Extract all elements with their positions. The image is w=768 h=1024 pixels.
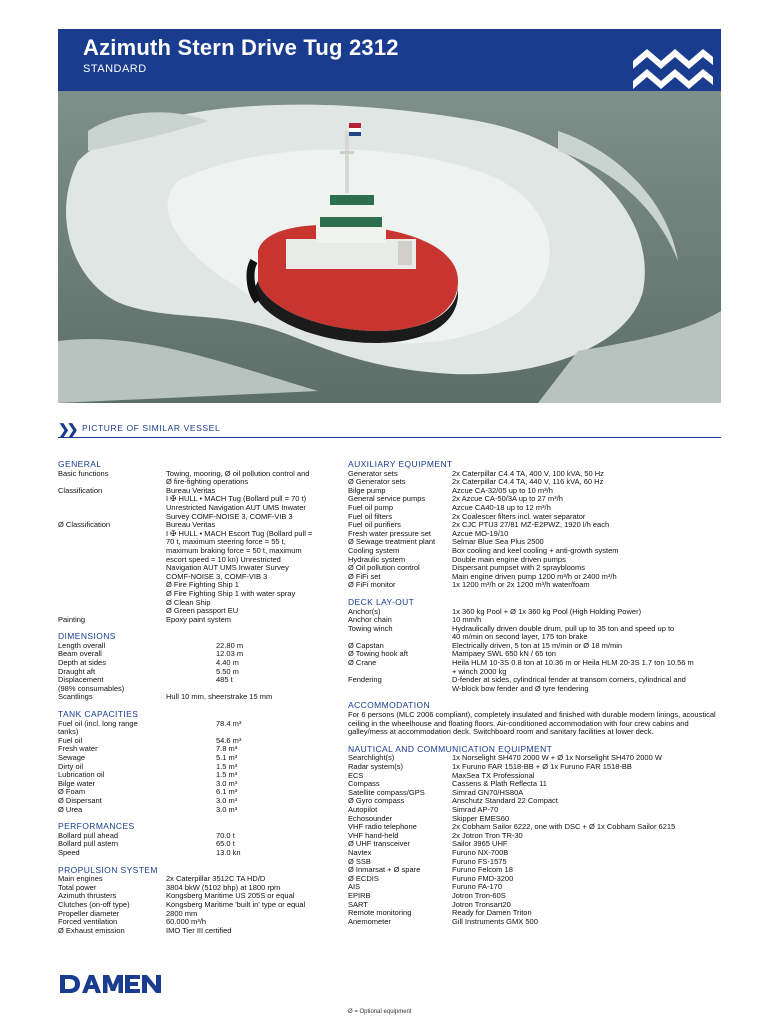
spec-value: Kongsberg Maritime US 205S or equal (166, 891, 295, 901)
spec-value: Simrad AP-70 (452, 804, 499, 814)
spec-row (58, 745, 343, 754)
vessel-photo (58, 91, 721, 403)
spec-value: 2x Cobham Sailor 6222, one with DSC + Ø 1x Cobham Sailor 6215 (452, 822, 676, 832)
spec-label (58, 504, 166, 513)
section-paragraph: For 6 persons (MLC 2006 compliant), completely insulated and finished with durable modern linings, acoustical ceiling in the wheelhouse and floating floors. Air-conditioned accommodation with four crew cabins and galley/mess at accommodation deck. Switchboard room and sanitary facilities at lower deck. (348, 710, 716, 737)
spec-value: 13.0 kn (216, 847, 241, 857)
spec-value: 4.40 m (216, 658, 239, 668)
spec-row (348, 608, 728, 617)
spec-label (58, 556, 166, 565)
spec-label: Dirty oil (58, 761, 84, 771)
spec-value: Simrad GN70/HS80A (452, 787, 524, 797)
spec-value: 2x Caterpillar 3512C TA HD/D (166, 874, 266, 884)
spec-row (348, 659, 728, 668)
spec-label: AIS (348, 882, 361, 892)
spec-section (58, 710, 343, 814)
page-subtitle: STANDARD (83, 63, 147, 75)
spec-value: 60.000 m³/h (166, 917, 207, 927)
spec-label: Painting (58, 614, 86, 624)
spec-section (58, 822, 343, 857)
spec-label: Ø Towing hook aft (348, 649, 408, 659)
spec-label: Ø SSB (348, 856, 371, 866)
spec-label: Main engines (58, 874, 103, 884)
spec-value: Electrically driven, 5 ton at 15 m/min or Ø 18 m/min (452, 640, 623, 650)
spec-label: Ø Oil pollution control (348, 563, 420, 573)
section-title: DECK LAY-OUT (348, 596, 415, 607)
spec-value: Unrestricted Navigation AUT UMS Inwater (166, 502, 306, 512)
spec-value: Heila HLM 10-3S 0.8 ton at 10.36 m or Heila HLM 20-3S 1.7 ton 10.56 m (452, 658, 694, 668)
spec-section (348, 460, 728, 590)
spec-row (348, 763, 728, 772)
spec-value: + winch 2000 kg (452, 666, 507, 676)
spec-label: Bollard pull astern (58, 839, 119, 849)
spec-row (348, 883, 728, 892)
spec-label: Fresh water pressure set (348, 528, 431, 538)
spec-row (58, 737, 343, 746)
spec-value: 78.4 m³ (216, 718, 242, 728)
spec-row (348, 875, 728, 884)
spec-value: I ✠ HULL • MACH Tug (Bollard pull = 70 t) (166, 494, 307, 504)
spec-value: escort speed = 10 kn) Unrestricted (166, 554, 281, 564)
spec-label: Ø Capstan (348, 640, 384, 650)
spec-row (58, 806, 343, 815)
section-title: AUXILIARY EQUIPMENT (348, 459, 453, 469)
spec-value: maximum braking force = 50 t, maximum (166, 545, 302, 555)
spec-row (58, 797, 343, 806)
spec-label: Lubrication oil (58, 770, 105, 780)
spec-label: Anchor chain (348, 615, 392, 625)
spec-label: Azimuth thrusters (58, 891, 117, 901)
spec-row (348, 685, 728, 694)
spec-section (58, 460, 343, 624)
spec-value: Towing, mooring, Ø oil pollution control and (166, 468, 310, 478)
spec-label: Radar system(s) (348, 762, 404, 771)
spec-value: Furuno Felcom 18 (452, 865, 513, 875)
spec-label: Ø FiFi monitor (348, 580, 396, 590)
spec-label: Generator sets (348, 468, 398, 478)
spec-row (58, 720, 343, 729)
spec-value: Cassens & Plath Reflecta 11 (452, 779, 547, 789)
spec-value: 3804 bkW (5102 bhp) at 1800 rpm (166, 882, 281, 892)
spec-value: 3.0 m³ (216, 804, 238, 814)
spec-label: (98% consumables) (58, 683, 125, 693)
spec-value: 1x 360 kg Pool + Ø 1x 360 kg Pool (High Holding Power) (452, 606, 642, 616)
spec-value: Epoxy paint system (166, 614, 232, 624)
spec-label: SART (348, 899, 368, 909)
spec-value: 1.5 m³ (216, 770, 238, 780)
spec-value: Kongsberg Maritime 'built in' type or equal (166, 899, 306, 909)
spec-value: Furuno NX-700B (452, 847, 509, 857)
spec-row (348, 806, 728, 815)
spec-label (58, 581, 166, 590)
spec-label: Fuel oil purifiers (348, 520, 401, 530)
spec-section (58, 632, 343, 702)
spec-row (58, 659, 343, 668)
spec-value: 7.8 m³ (216, 744, 238, 754)
spec-label: Scantlings (58, 692, 93, 702)
spec-value: 1x Furuno FAR 1518-BB + Ø 1x Furuno FAR 1518-BB (452, 762, 632, 771)
spec-row (348, 909, 728, 918)
spec-value: 70 t, maximum steering force = 55 t, (166, 537, 286, 547)
spec-label: Ø Urea (58, 804, 83, 814)
spec-value: 485 t (216, 675, 233, 685)
spec-value: 3.0 m³ (216, 778, 238, 788)
spec-value: 40 m/min on second layer, 175 ton brake (452, 632, 588, 642)
spec-value: Hull 10 mm, sheerstrake 15 mm (166, 692, 273, 702)
spec-value: Ready for Damen Triton (452, 908, 532, 918)
spec-label: Ø Gyro compass (348, 796, 405, 806)
spec-row (348, 849, 728, 858)
spec-value: Navigation AUT UMS Inwater Survey (166, 563, 289, 573)
spec-row (348, 797, 728, 806)
section-title: DIMENSIONS (58, 631, 116, 642)
section-title: NAUTICAL AND COMMUNICATION EQUIPMENT (348, 743, 553, 754)
right-spec-column (348, 460, 728, 934)
spec-value: Dispersant pumpset with 2 sprayblooms (452, 563, 585, 573)
spec-label: Towing winch (348, 623, 393, 633)
spec-label: Echosounder (348, 813, 393, 823)
spec-value: Hydraulically driven double drum, pull up to 35 ton and speed up to (452, 623, 675, 633)
spec-value: Ø Clean Ship (166, 597, 211, 607)
spec-value: Box cooling and keel cooling + anti-growth system (452, 545, 619, 555)
spec-value: 2x Azcue CA-50/3A up to 27 m³/h (452, 494, 563, 504)
spec-label: Total power (58, 882, 97, 892)
spec-section (58, 866, 343, 936)
spec-label: Bilge water (58, 778, 96, 788)
spec-value: Jotron Tronsart20 (452, 899, 511, 909)
spec-value: Jotron Tron-60S (452, 890, 506, 900)
spec-value (166, 728, 343, 737)
spec-value: Ø Fire Fighting Ship 1 with water spray (166, 588, 296, 598)
spec-value: Double main engine driven pumps (452, 554, 566, 564)
spec-row (58, 780, 343, 789)
spec-value: 54.6 m³ (216, 735, 242, 745)
spec-label: Classification (58, 485, 103, 495)
spec-value: 2x Caterpillar C4.4 TA, 440 V, 116 kVA, 60 Hz (452, 477, 604, 487)
spec-value: 10 mm/h (452, 615, 482, 625)
spec-label: Ø FiFi set (348, 571, 381, 581)
spec-label: Bilge pump (348, 485, 386, 495)
photo-caption: PICTURE OF SIMILAR VESSEL (82, 423, 221, 433)
spec-label (58, 564, 166, 573)
damen-logo (58, 973, 164, 995)
spec-label: Anemometer (348, 916, 391, 926)
spec-label: tanks) (58, 727, 79, 737)
spec-value: Azcue CA40-18 up to 12 m³/h (452, 502, 551, 512)
spec-label: Draught aft (58, 666, 96, 676)
tug-illustration (58, 91, 721, 403)
spec-value: Ø Fire Fighting Ship 1 (166, 580, 239, 590)
spec-value: Furuno FA-170 (452, 882, 503, 892)
spec-value: W-block bow fender and Ø tyre fendering (452, 683, 589, 693)
spec-label: Navtex (348, 847, 372, 857)
spec-label (58, 590, 166, 599)
spec-label: Bollard pull ahead (58, 830, 119, 840)
spec-label: Hydraulic system (348, 554, 406, 564)
spec-label: Depth at sides (58, 658, 106, 668)
double-chevron-right-icon: ❯❯ (58, 421, 76, 437)
spec-value: Bureau Veritas (166, 520, 216, 530)
spec-value: D-fender at sides, cylindrical fender at transom corners, cylindrical and (452, 675, 686, 685)
section-title: ACCOMMODATION (348, 700, 431, 711)
spec-value: Survey COMF-NOISE 3, COMF-VIB 3 (166, 511, 293, 521)
spec-label: Beam overall (58, 649, 102, 659)
optional-equipment-footnote: Ø = Optional equipment (348, 1009, 412, 1015)
spec-value: 3.0 m³ (216, 795, 238, 805)
spec-value: Azcue CA-32/05 up to 10 m³/h (452, 485, 553, 495)
spec-row (58, 616, 343, 625)
spec-label: Ø Classification (58, 520, 111, 530)
spec-value: 12.03 m (216, 649, 244, 659)
spec-value: COMF-NOISE 3, COMF-VIB 3 (166, 571, 268, 581)
spec-label: Ø Foam (58, 787, 86, 797)
spec-value: Gill Instruments GMX 500 (452, 916, 538, 926)
spec-label (58, 530, 166, 539)
spec-value: 1.5 m³ (216, 761, 238, 771)
spec-label: Ø ECDIS (348, 873, 379, 883)
spec-label (58, 538, 166, 547)
spec-label: VHF hand-held (348, 830, 399, 840)
spec-row (348, 918, 728, 927)
spec-value: MaxSea TX Professional (452, 770, 535, 780)
spec-value: Selmar Blue Sea Plus 2500 (452, 537, 544, 547)
section-title: PERFORMANCES (58, 821, 135, 832)
section-title: PROPULSION SYSTEM (58, 864, 158, 875)
spec-label: EPIRB (348, 890, 371, 900)
spec-label: Ø Generator sets (348, 477, 406, 487)
spec-label: Autopilot (348, 804, 378, 814)
spec-row (348, 581, 728, 590)
spec-value: Anschutz Standard 22 Compact (452, 796, 558, 806)
section-title: GENERAL (58, 459, 102, 469)
spec-value: 70.0 t (216, 830, 235, 840)
spec-value: Mampaey SWL 650 kN / 65 ton (452, 649, 556, 659)
spec-label: Sewage (58, 753, 86, 762)
spec-value: 6.1 m³ (216, 787, 238, 797)
spec-label: Ø UHF transceiver (348, 839, 411, 849)
spec-value: Ø Green passport EU (166, 606, 239, 616)
spec-row (58, 840, 343, 849)
spec-label: Ø Crane (348, 658, 377, 668)
spec-label: Satellite compass/GPS (348, 787, 425, 797)
spec-value: 2x Caterpillar C4.4 TA, 400 V, 100 kVA, 50 Hz (452, 468, 604, 478)
spec-label: Anchor(s) (348, 606, 381, 616)
spec-label: Fendering (348, 675, 382, 685)
spec-value: 2800 mm (166, 908, 198, 918)
header-banner (58, 29, 721, 91)
spec-label: Clutches (on-off type) (58, 899, 130, 909)
spec-label: ECS (348, 770, 364, 780)
spec-value: IMO Tier III certified (166, 925, 232, 935)
spec-label: Forced ventilation (58, 917, 118, 927)
left-spec-column (58, 460, 343, 943)
spec-value: 5.1 m³ (216, 753, 238, 762)
spec-row (58, 693, 343, 702)
spec-label: VHF radio telephone (348, 822, 417, 832)
section-title: TANK CAPACITIES (58, 709, 139, 720)
spec-value: I ✠ HULL • MACH Escort Tug (Bollard pull = (166, 528, 313, 538)
spec-row (348, 823, 728, 832)
spec-label: Remote monitoring (348, 908, 412, 918)
spec-label: Fresh water (58, 744, 98, 754)
spec-row (58, 771, 343, 780)
spec-row (348, 866, 728, 875)
spec-value: 65.0 t (216, 839, 235, 849)
spec-row (348, 892, 728, 901)
spec-label (58, 495, 166, 504)
spec-label: Basic functions (58, 468, 109, 478)
spec-value: Ø fire-fighting operations (166, 477, 249, 487)
spec-label: General service pumps (348, 494, 426, 504)
spec-value: Furuno FMD-3200 (452, 873, 514, 883)
spec-label (348, 685, 452, 694)
spec-value: 2x Coalescer filters incl. water separator (452, 511, 586, 521)
spec-label: Fuel oil (incl. long range (58, 718, 138, 728)
spec-section (348, 598, 728, 694)
spec-value: 5.50 m (216, 666, 239, 676)
spec-value: Skipper EMES60 (452, 813, 510, 823)
spec-row (58, 728, 343, 737)
page-title: Azimuth Stern Drive Tug 2312 (83, 35, 399, 60)
spec-value: 1x Norselight SH470 2000 W + Ø 1x Norselight SH470 2000 W (452, 753, 662, 763)
spec-label: Ø Inmarsat + Ø spare (348, 865, 421, 875)
spec-label: Cooling system (348, 545, 400, 555)
spec-label: Length overall (58, 640, 106, 650)
spec-section (348, 701, 728, 736)
spec-label: Ø Sewage treatment plant (348, 537, 436, 547)
spec-value: 1x 1200 m³/h or 2x 1200 m³/h water/foam (452, 580, 590, 590)
spec-label: Ø Exhaust emission (58, 925, 125, 935)
spec-value: Furuno FS-1575 (452, 856, 507, 866)
spec-label: Fuel oil (58, 735, 83, 745)
spec-label: Propeller diameter (58, 908, 120, 918)
spec-label (58, 547, 166, 556)
spec-value: Azcue MO-19/10 (452, 528, 509, 538)
photo-caption-row (58, 420, 721, 438)
spec-row (58, 927, 343, 936)
spec-label: Searchlight(s) (348, 753, 395, 763)
spec-value: Sailor 3965 UHF (452, 839, 508, 849)
spec-value: 2x Jotron Tron TR-30 (452, 830, 523, 840)
spec-label: Ø Dispersant (58, 795, 102, 805)
spec-value: Bureau Veritas (166, 485, 216, 495)
spec-label: Speed (58, 847, 80, 857)
spec-label: Displacement (58, 675, 104, 685)
spec-label (58, 599, 166, 608)
spec-label: Compass (348, 779, 380, 789)
spec-value: 2x CJC PTU3 27/81 MZ-E2PWZ, 1920 l/h each (452, 520, 610, 530)
spec-value: Main engine driven pump 1200 m³/h or 2400 m³/h (452, 571, 617, 581)
spec-label (58, 573, 166, 582)
spec-label: Fuel oil filters (348, 511, 393, 521)
spec-section (348, 745, 728, 926)
spec-row (58, 754, 343, 763)
spec-row (348, 840, 728, 849)
spec-value: 22.80 m (216, 640, 244, 650)
spec-label: Fuel oil pump (348, 502, 394, 512)
spec-row (58, 849, 343, 858)
